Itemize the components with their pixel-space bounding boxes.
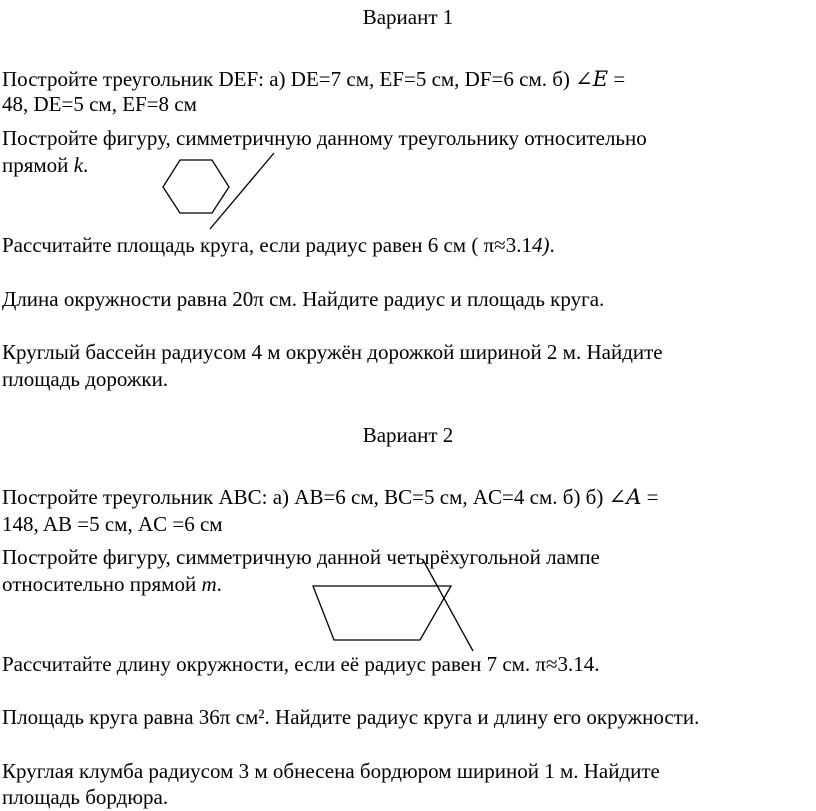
v1-task2-line1: Постройте фигуру, симметричную данному треугольнику относительно [2, 126, 647, 150]
v2-task5-line1: Круглая клумба радиусом 3 м обнесена бордюром шириной 1 м. Найдите [2, 759, 660, 783]
variant-2-title: Вариант 2 [362, 423, 454, 447]
hexagon-figure [163, 160, 229, 213]
v2-task5-line2: площадь бордюра. [2, 785, 169, 809]
v2-task3: Рассчитайте длину окружности, если её радиус равен 7 см. π≈3.14. [2, 652, 600, 676]
symmetry-line-k [210, 153, 274, 229]
v2-task2-line1: Постройте фигуру, симметричную данной четырёхугольной лампе [2, 545, 600, 569]
v1-task5-line1: Круглый бассейн радиусом 4 м окружён дорожкой шириной 2 м. Найдите [2, 340, 663, 364]
trapezoid-lamp-figure [313, 586, 451, 640]
v1-task2-prefix: прямой [2, 153, 74, 177]
v1-task2-suffix: . [83, 153, 89, 177]
v2-task1-line2: 148, AB =5 см, AC =6 см [2, 512, 223, 536]
variant-1-title: Вариант 1 [362, 5, 454, 29]
symmetry-line-m [423, 560, 473, 651]
v2-task2-suffix: . [216, 572, 222, 596]
line-k-label: k [73, 153, 84, 177]
v1-task1-line1: Постройте треугольник DEF: а) DE=7 см, EF=5 см, DF=6 см. б) ∠𝐸 = [2, 67, 626, 91]
v2-task1-line1: Постройте треугольник ABC: а) AB=6 см, BC=5 см, AC=4 см. б) б) ∠𝐴 = [2, 485, 659, 509]
v1-task3-text: Рассчитайте площадь круга, если радиус равен 6 см ( π≈3.1 [2, 233, 532, 257]
v1-task3-italic: 4) [531, 233, 550, 257]
line-m-label: m [201, 572, 217, 596]
v1-task5-line2: площадь дорожки. [2, 367, 169, 391]
v1-task1-line2: 48, DE=5 см, EF=8 см [2, 92, 197, 116]
v1-task4: Длина окружности равна 20π см. Найдите радиус и площадь круга. [2, 287, 605, 311]
v1-task3-end: . [549, 233, 555, 257]
v2-task4: Площадь круга равна 36π см². Найдите радиус круга и длину его окружности. [2, 705, 700, 729]
v2-task2-prefix: относительно прямой [2, 572, 202, 596]
